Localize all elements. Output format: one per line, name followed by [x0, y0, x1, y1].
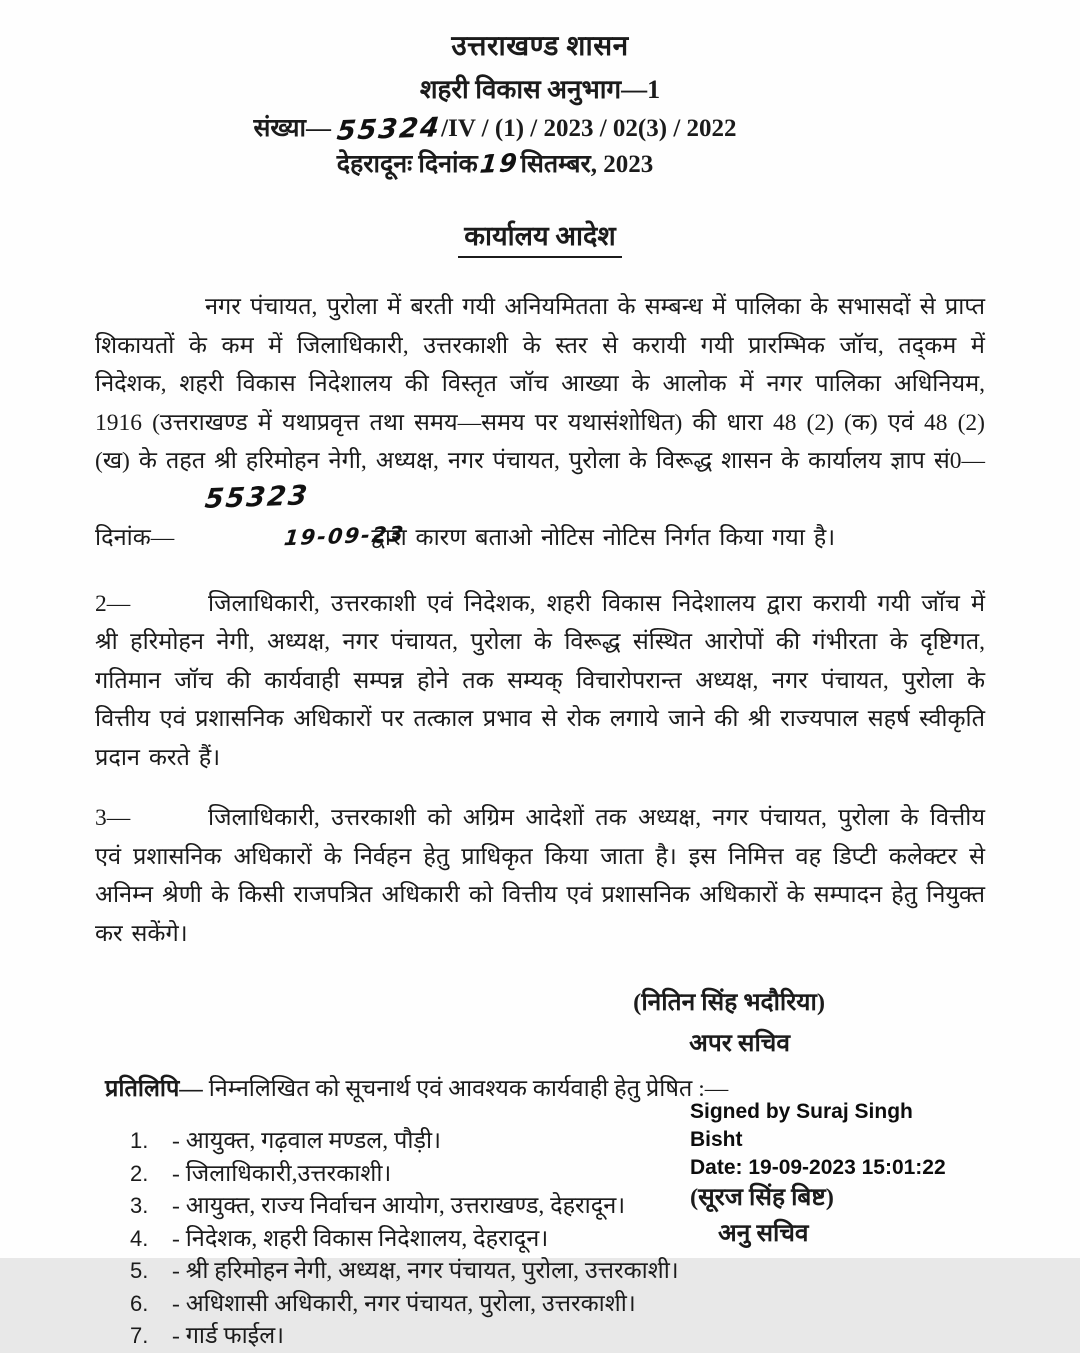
handwritten-memo-date: 19-09-23	[283, 521, 407, 551]
reference-number-printed: /IV / (1) / 2023 / 02(3) / 2022	[441, 115, 737, 142]
officer-designation: अपर सचिव	[689, 1030, 790, 1057]
list-item-number: 1.	[130, 1128, 149, 1153]
copy-label: प्रतिलिपि—	[105, 1076, 203, 1102]
paragraph-1-tail: द्वारा कारण बताओ नोटिस नोटिस निर्गत किया गया है।	[371, 525, 836, 551]
paragraph-2-number: 2—	[95, 590, 131, 617]
digital-signature-line1: Signed by Suraj Singh	[690, 1100, 913, 1123]
list-item-text: - आयुक्त, राज्य निर्वाचन आयोग, उत्तराखण्ड, देहरादून।	[172, 1193, 626, 1219]
paragraph-3-text: जिलाधिकारी, उत्तरकाशी को अग्रिम आदेशों तक अध्यक्ष, नगर पंचायत, पुरोला के वित्तीय एवं प्रशासनिक अधिकारों के निर्वहन हेतु प्राधिकृत किया जाता है। इस निमित्त वह डिप्टी कलेक्टर से अनिम्न श्रेणी के किसी राजपत्रित अधिकारी को वित्तीय एवं प्रशासनिक अधिकारों के सम्पादन हेतु नियुक्त कर सकेंगे।	[95, 805, 985, 947]
list-item-text: - जिलाधिकारी,उत्तरकाशी।	[172, 1160, 392, 1187]
list-item-number: 2.	[130, 1160, 149, 1186]
list-item	[130, 1223, 1080, 1256]
digital-signature-stamp	[690, 1098, 946, 1182]
officer-name: (नितिन सिंह भदौरिया)	[633, 989, 825, 1016]
paragraph-1-text: नगर पंचायत, पुरोला में बरती गयी अनियमितता के सम्बन्ध में पालिका के सभासदों से प्राप्त शिकायतों के कम में जिलाधिकारी, उत्तरकाशी के स्तर से करायी गयी प्रारम्भिक जॉच, तद्कम में निदेशक, शहरी विकास निदेशालय की विस्तृत जॉच आख्या के आलोक में नगर पालिका अधिनियम, 1916 (उत्तराखण्ड में यथाप्रवृत्त तथा समय—समय पर यथासंशोधित) की धारा 48 (2) (क) एवं 48 (2) (ख) के तहत श्री हरिमोहन नेगी, अध्यक्ष, नगर पंचायत, पुरोला के विरूद्ध शासन के कार्यालय ज्ञाप सं0—	[95, 294, 985, 474]
list-item-number: 6.	[130, 1290, 149, 1316]
paragraph-3-number: 3—	[95, 805, 131, 831]
government-name: उत्तराखण्ड शासन	[451, 31, 629, 62]
second-officer-designation: अनु सचिव	[718, 1220, 809, 1247]
document-title: कार्यालय आदेश	[458, 216, 621, 258]
list-item-text: - श्री हरिमोहन नेगी, अध्यक्ष, नगर पंचायत, पुरोला, उत्तरकाशी।	[172, 1258, 679, 1284]
place-date-line	[337, 146, 654, 180]
department-name: शहरी विकास अनुभाग—1	[419, 75, 661, 104]
list-item-number: 7.	[130, 1323, 149, 1348]
list-item-text: - आयुक्त, गढ़वाल मण्डल, पौड़ी।	[172, 1128, 441, 1154]
list-item-number: 3.	[130, 1193, 149, 1218]
list-item-text: - अधिशासी अधिकारी, नगर पंचायत, पुरोला, उत्तरकाशी।	[172, 1290, 636, 1317]
letterhead	[0, 0, 1080, 180]
paragraph-2-text: जिलाधिकारी, उत्तरकाशी एवं निदेशक, शहरी विकास निदेशालय द्वारा करायी गयी जॉच में श्री हरिमोहन नेगी, अध्यक्ष, नगर पंचायत, पुरोला के विरूद्ध संस्थित आरोपों की गंभीरता के दृष्टिगत, गतिमान जॉच की कार्यवाही सम्पन्न होने तक सम्यक् विचारोपरान्त अध्यक्ष, नगर पंचायत, पुरोला के वित्तीय एवं प्रशासनिक अधिकारों पर तत्काल प्रभाव से रोक लगाये जाने की श्री राज्यपाल सहर्ष स्वीकृति प्रदान करते हैं।	[95, 590, 985, 771]
reference-label: संख्या—	[253, 115, 331, 142]
handwritten-reference-number: 55324	[335, 112, 443, 147]
handwritten-memo-number: 55323	[203, 479, 311, 515]
place-date-prefix: देहरादूनः दिनांक	[336, 151, 478, 178]
list-item-number: 4.	[130, 1225, 149, 1251]
digital-signature-date: Date: 19-09-2023 15:01:22	[690, 1156, 946, 1179]
second-officer-name: (सूरज सिंह बिष्ट)	[690, 1184, 834, 1211]
place-date-suffix: सितम्बर, 2023	[520, 151, 654, 178]
list-item-text: - गार्ड फाईल।	[172, 1323, 285, 1349]
list-item-number: 5.	[130, 1258, 149, 1283]
paragraph-2	[95, 585, 985, 778]
copy-intro: निम्नलिखित को सूचनार्थ एवं आवश्यक कार्यवाही हेतु प्रेषित :—	[208, 1076, 729, 1102]
paragraph-1	[95, 288, 985, 558]
list-item	[130, 1255, 1080, 1288]
digital-signature-line2: Bisht	[690, 1128, 743, 1151]
signature-block	[0, 985, 1080, 1059]
paragraph-3	[95, 799, 985, 953]
reference-number-line	[253, 110, 737, 147]
list-item	[130, 1320, 1080, 1353]
list-item	[130, 1190, 1080, 1223]
list-item	[130, 1288, 1080, 1321]
paragraph-1-date-label: दिनांक—	[95, 525, 175, 551]
handwritten-day: 19	[478, 148, 521, 179]
list-item-text: - निदेशक, शहरी विकास निदेशालय, देहरादून।	[172, 1225, 549, 1252]
